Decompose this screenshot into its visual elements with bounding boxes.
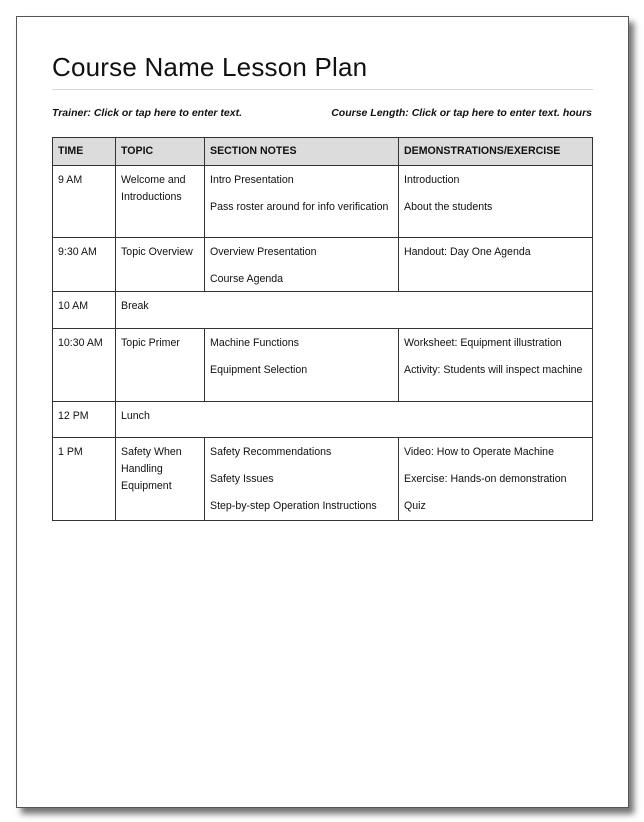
topic-cell[interactable]: Topic Primer [116,329,205,402]
demo-item: Exercise: Hands-on demonstration [404,473,567,485]
note-item: Machine Functions [210,337,299,349]
demo-item: Activity: Students will inspect machine [404,364,583,376]
title-divider [52,89,593,90]
trainer-field[interactable]: Trainer: Click or tap here to enter text. [52,107,243,119]
table-row [53,402,593,438]
note-item: Step-by-step Operation Instructions [210,500,377,512]
demo-item: Introduction [404,174,460,186]
time-cell[interactable]: 9 AM [53,166,116,238]
course-length-field[interactable]: Course Length: Click or tap here to enter text. hours [331,107,592,119]
table-row [53,238,593,292]
table-row [53,166,593,238]
demo-item: Worksheet: Equipment illustration [404,337,562,349]
table-row [53,329,593,402]
demos-cell[interactable] [399,329,593,402]
time-cell[interactable]: 9:30 AM [53,238,116,292]
table-row [53,292,593,329]
table-row [53,438,593,521]
time-cell[interactable]: 10:30 AM [53,329,116,402]
table-header-row [53,138,593,166]
topic-cell[interactable]: Welcome and Introductions [116,166,205,238]
document-title[interactable]: Course Name Lesson Plan [52,52,368,82]
demos-cell[interactable] [399,438,593,521]
time-cell[interactable]: 10 AM [53,292,116,329]
time-cell[interactable]: 1 PM [53,438,116,521]
notes-cell[interactable] [205,329,399,402]
demo-item: Video: How to Operate Machine [404,446,554,458]
time-cell[interactable]: 12 PM [53,402,116,438]
demos-cell[interactable] [399,166,593,238]
notes-cell[interactable] [205,166,399,238]
note-item: Pass roster around for info verification [210,201,389,213]
note-item: Safety Issues [210,473,274,485]
topic-cell[interactable]: Topic Overview [116,238,205,292]
demo-item: About the students [404,201,493,213]
topic-cell[interactable]: Safety When Handling Equipment [116,438,205,521]
header-topic: TOPIC [116,138,205,166]
notes-cell[interactable] [205,238,399,292]
topic-cell[interactable]: Lunch [116,402,593,438]
note-item: Course Agenda [210,273,284,285]
demos-cell[interactable] [399,238,593,292]
demo-item: Handout: Day One Agenda [404,246,531,258]
header-section-notes: SECTION NOTES [205,138,399,166]
note-item: Safety Recommendations [210,446,332,458]
note-item: Overview Presentation [210,246,317,258]
note-item: Equipment Selection [210,364,308,376]
notes-cell[interactable] [205,438,399,521]
demo-item: Quiz [404,500,426,512]
header-time: TIME [53,138,116,166]
header-demonstrations: DEMONSTRATIONS/EXERCISE [399,138,593,166]
note-item: Intro Presentation [210,174,294,186]
lesson-plan-table [52,137,593,521]
topic-cell[interactable]: Break [116,292,593,329]
